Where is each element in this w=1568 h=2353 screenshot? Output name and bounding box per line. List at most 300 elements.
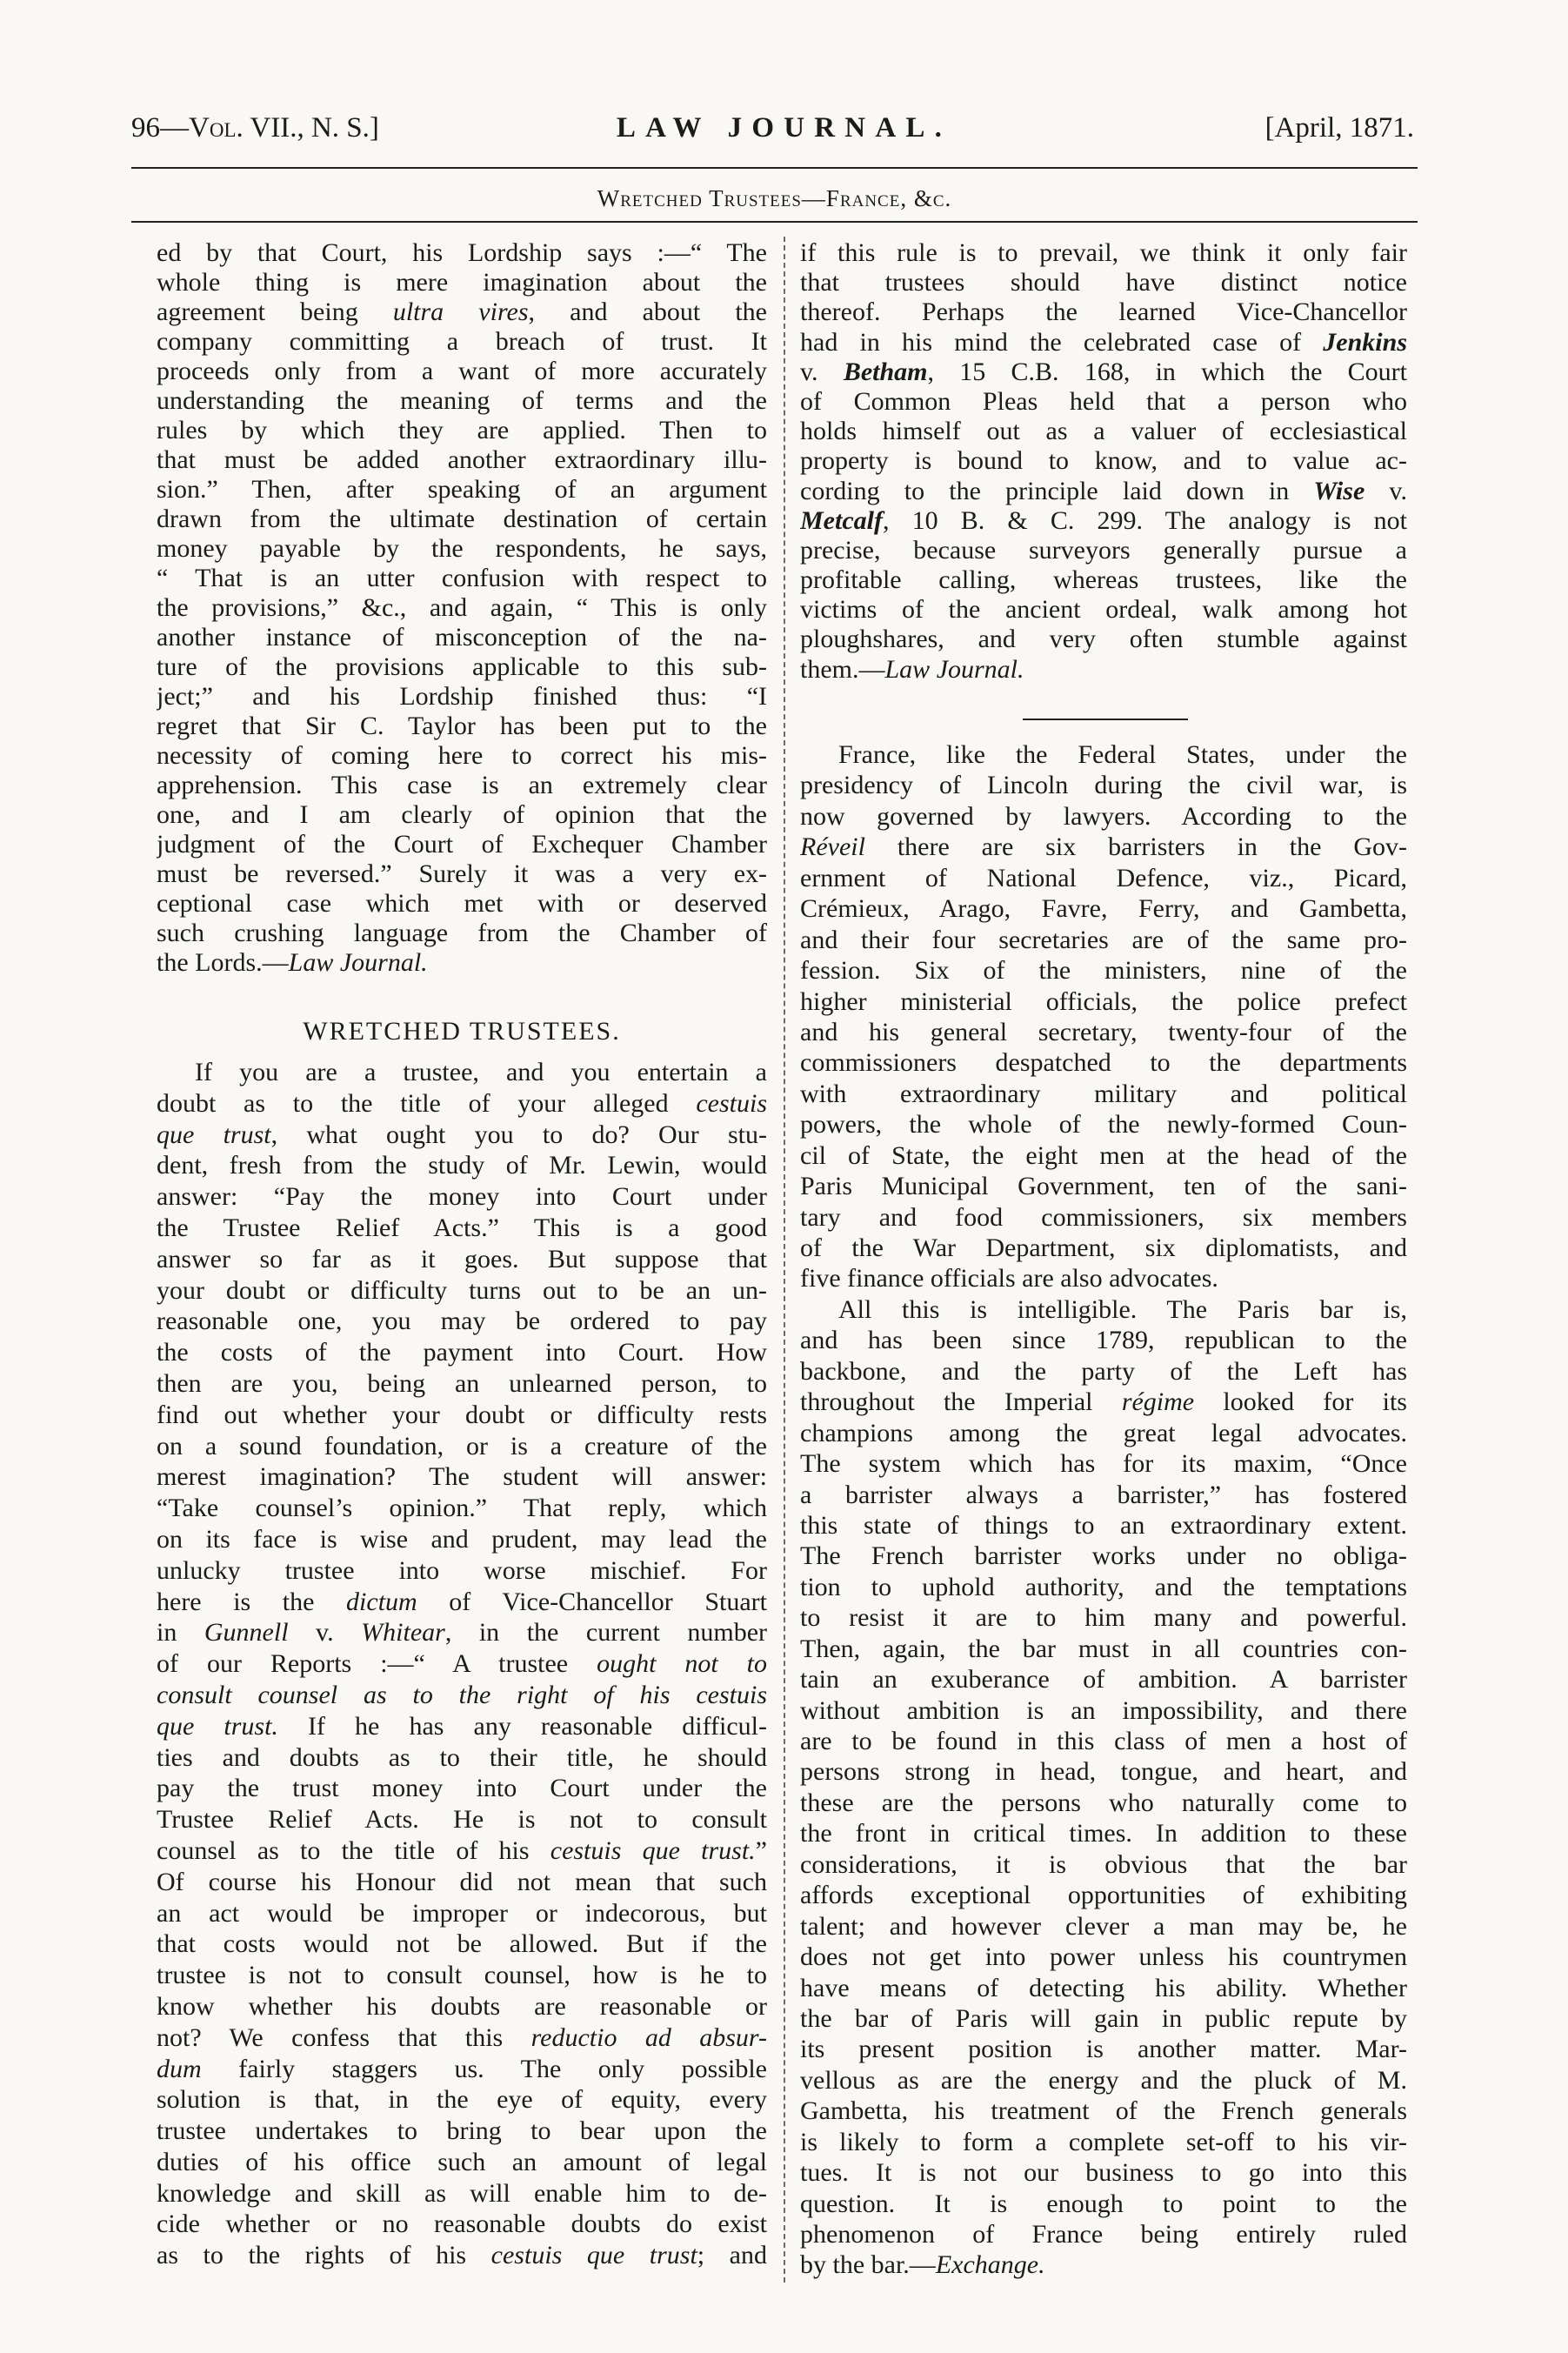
text-run: thereof. Perhaps the learned Vice-Chancellor xyxy=(800,297,1407,327)
text-run: “ That is an utter confusion with respect to xyxy=(157,564,767,592)
text-run: judgment of the Court of Exchequer Chamber xyxy=(157,830,767,859)
text-run: knowledge and skill as will enable him to de- xyxy=(157,2178,767,2208)
journal-title: LAW JOURNAL. xyxy=(616,112,952,144)
wretched-trustees-article xyxy=(157,1057,767,2271)
france-article xyxy=(800,739,1407,2281)
text-line xyxy=(800,1418,1407,1448)
text-run: champions among the great legal advocates. xyxy=(800,1418,1407,1447)
text-line xyxy=(157,505,767,534)
text-line xyxy=(800,358,1407,387)
text-line xyxy=(800,565,1407,595)
text-run: there are six barristers in the Gov- xyxy=(864,832,1407,862)
text-line xyxy=(157,1368,767,1400)
text-run: the bar of Paris will gain in public repute by xyxy=(800,2003,1407,2033)
text-run: with extraordinary military and political xyxy=(800,1079,1407,1108)
text-line xyxy=(157,564,767,593)
text-run: on its face is wise and prudent, may lead the xyxy=(157,1524,767,1554)
article-heading: WRETCHED TRUSTEES. xyxy=(303,1017,621,1046)
italic-text: dictum xyxy=(346,1587,417,1616)
text-run: counsel as to the title of his xyxy=(157,1835,550,1865)
text-line xyxy=(157,238,767,268)
italic-text: Betham xyxy=(843,357,928,386)
text-line xyxy=(157,1835,767,1867)
italic-text: Exchange. xyxy=(935,2250,1045,2280)
italic-text: Metcalf xyxy=(800,505,883,535)
text-line xyxy=(157,771,767,800)
text-line xyxy=(800,1880,1407,1910)
text-run: , what ought you to do? Our stu- xyxy=(270,1120,767,1149)
text-run: another instance of misconception of the na- xyxy=(157,623,767,652)
text-line xyxy=(157,2178,767,2209)
text-line xyxy=(157,1181,767,1213)
text-run: powers, the whole of the newly-formed Coun- xyxy=(800,1110,1407,1140)
text-line xyxy=(800,2034,1407,2064)
text-run: v. xyxy=(800,357,844,386)
text-line xyxy=(157,2147,767,2178)
text-line xyxy=(800,625,1407,654)
text-line xyxy=(800,1634,1407,1664)
text-line xyxy=(157,416,767,445)
text-line xyxy=(157,1867,767,1898)
text-run: the costs of the payment into Court. How xyxy=(157,1338,767,1367)
text-run: , 10 B. & C. 299. The analogy is not xyxy=(882,505,1407,535)
text-run: such crushing language from the Chamber of xyxy=(157,919,767,947)
text-run: ernment of National Defence, viz., Picard, xyxy=(800,863,1407,892)
text-line xyxy=(800,297,1407,327)
text-run: ceptional case which met with or deserved xyxy=(157,889,767,918)
text-run: find out whether your doubt or difficulty rests xyxy=(157,1400,767,1429)
text-run: Gambetta, his treatment of the French generals xyxy=(800,2096,1407,2126)
text-run: , and about the xyxy=(528,297,767,326)
text-run: is likely to form a complete set-off to his vir- xyxy=(800,2127,1407,2156)
text-line xyxy=(157,1524,767,1555)
text-line xyxy=(800,1263,1407,1293)
text-run: tain an exuberance of ambition. A barrister xyxy=(800,1665,1407,1695)
text-run: victims of the ancient ordeal, walk among hot xyxy=(800,595,1407,625)
text-run: higher ministerial officials, the police prefect xyxy=(800,986,1407,1016)
text-run: are to be found in this class of men a host of xyxy=(800,1727,1407,1755)
text-line xyxy=(800,2127,1407,2157)
text-line xyxy=(157,268,767,297)
text-line xyxy=(800,986,1407,1017)
text-line xyxy=(157,445,767,475)
article-paragraph xyxy=(800,1294,1407,2281)
text-run: answer so far as it goes. But suppose that xyxy=(157,1244,767,1273)
text-run: , in the current number xyxy=(444,1618,767,1648)
text-line xyxy=(157,593,767,623)
text-line xyxy=(800,238,1407,268)
text-run: if this rule is to prevail, we think it only fair xyxy=(800,238,1407,267)
text-line xyxy=(800,2219,1407,2249)
text-run: ; and xyxy=(697,2241,767,2270)
text-run: ploughshares, and very often stumble against xyxy=(800,625,1407,654)
text-line xyxy=(800,417,1407,446)
text-run: doubt as to the title of your alleged xyxy=(157,1088,697,1118)
text-run: persons strong in head, tongue, and heart, and xyxy=(800,1757,1407,1787)
italic-text: que trust. xyxy=(157,1711,278,1741)
column-divider xyxy=(784,237,785,2283)
text-run: and has been since 1789, republican to the xyxy=(800,1326,1407,1355)
text-run: this state of things to an extraordinary extent. xyxy=(800,1510,1407,1540)
text-line xyxy=(157,327,767,357)
italic-text: Jenkins xyxy=(1323,327,1407,357)
text-run: know whether his doubts are reasonable or xyxy=(157,1991,767,2021)
text-run: cil of State, the eight men at the head of the xyxy=(800,1140,1407,1170)
text-run: as to the rights of his xyxy=(157,2241,491,2270)
text-line xyxy=(157,1555,767,1587)
italic-text: Réveil xyxy=(800,832,865,862)
text-line xyxy=(800,925,1407,955)
text-run: fairly staggers us. The only possible xyxy=(201,2054,767,2083)
text-run: question. It is enough to point to the xyxy=(800,2189,1407,2218)
text-line xyxy=(157,357,767,386)
italic-text: cestuis que trust xyxy=(490,2241,697,2270)
text-run: ed by that Court, his Lordship says :—“ The xyxy=(157,238,767,267)
italic-text: Law Journal. xyxy=(288,948,428,977)
text-run: affords exceptional opportunities of exhibiting xyxy=(800,1881,1407,1910)
text-line xyxy=(800,1602,1407,1633)
text-line xyxy=(157,1587,767,1618)
text-run: fession. Six of the ministers, nine of the xyxy=(800,956,1407,986)
text-line xyxy=(800,477,1407,506)
text-line xyxy=(157,534,767,564)
text-line xyxy=(800,1849,1407,1880)
text-line xyxy=(157,1991,767,2022)
text-run: drawn from the ultimate destination of certain xyxy=(157,505,767,533)
text-line xyxy=(157,1150,767,1181)
text-run: these are the persons who naturally come to xyxy=(800,1788,1407,1817)
text-run: them.— xyxy=(800,654,885,684)
text-line xyxy=(157,1057,767,1088)
italic-text: que trust xyxy=(157,1120,271,1149)
text-run: the provisions,” &c., and again, “ This is only xyxy=(157,593,767,622)
text-line xyxy=(157,1461,767,1493)
text-run: The system which has for its maxim, “Once xyxy=(800,1449,1407,1479)
text-run: talent; and however clever a man may be, he xyxy=(800,1911,1407,1941)
text-line xyxy=(800,1448,1407,1479)
text-line xyxy=(800,2065,1407,2096)
text-run: five finance officials are also advocates. xyxy=(800,1264,1218,1293)
italic-text: Gunnell xyxy=(204,1618,289,1648)
text-run: throughout the Imperial xyxy=(800,1387,1122,1417)
text-line xyxy=(157,1960,767,1991)
text-run: and their four secretaries are of the same pro- xyxy=(800,925,1407,954)
text-line xyxy=(157,919,767,948)
text-line xyxy=(157,1804,767,1835)
volume-number: 96—Vol. VII., N. S.] xyxy=(131,112,379,144)
text-line xyxy=(800,739,1407,770)
text-run: in xyxy=(157,1618,204,1648)
text-run: the front in critical times. In addition to these xyxy=(800,1819,1407,1848)
text-run: Trustee Relief Acts. He is not to consult xyxy=(157,1805,767,1835)
text-run: of the War Department, six diplomatists, and xyxy=(800,1233,1407,1262)
italic-text: dum xyxy=(157,2054,202,2083)
text-line xyxy=(800,770,1407,800)
text-run: If you are a trustee, and you entertain a xyxy=(195,1058,767,1086)
text-run: company committing a breach of trust. It xyxy=(157,327,767,356)
text-run: without ambition is an impossibility, and there xyxy=(800,1695,1407,1725)
text-run: to resist it are to him many and powerful. xyxy=(800,1603,1407,1633)
text-line xyxy=(800,2096,1407,2126)
text-line xyxy=(800,2249,1407,2280)
text-line xyxy=(800,1973,1407,2003)
text-line xyxy=(800,1818,1407,1848)
text-run: necessity of coming here to correct his mis- xyxy=(157,741,767,770)
text-line xyxy=(157,1648,767,1680)
text-run: France, like the Federal States, under the xyxy=(838,740,1407,769)
text-line xyxy=(157,741,767,771)
article-paragraph xyxy=(800,739,1407,1294)
text-line xyxy=(800,268,1407,297)
text-line xyxy=(157,1337,767,1368)
text-run: trustee is not to consult counsel, how is he to xyxy=(157,1961,767,1990)
text-line xyxy=(800,2157,1407,2188)
text-run: agreement being xyxy=(157,297,393,326)
italic-text: régime xyxy=(1121,1387,1195,1417)
text-run: Then, again, the bar must in all countries con- xyxy=(800,1634,1407,1663)
text-line xyxy=(157,1306,767,1337)
text-line xyxy=(157,2054,767,2085)
running-title: Wretched Trustees—France, &c. xyxy=(597,185,952,211)
text-line xyxy=(157,2022,767,2054)
text-run: unlucky trustee into worse mischief. For xyxy=(157,1555,767,1585)
italic-text: ultra vires xyxy=(392,297,529,326)
text-run: must be reversed.” Surely it was a very ex- xyxy=(157,859,767,888)
text-line xyxy=(157,2084,767,2116)
text-run: that must be added another extraordinary illu- xyxy=(157,445,767,474)
text-run: pay the trust money into Court under the xyxy=(157,1774,767,1803)
text-line xyxy=(800,1664,1407,1695)
text-line xyxy=(800,1017,1407,1047)
text-run: ject;” and his Lordship finished thus: “I xyxy=(157,682,767,711)
italic-text: reductio ad absur- xyxy=(530,2022,767,2052)
text-line xyxy=(800,1510,1407,1541)
text-run: then are you, being an unlearned person, to xyxy=(157,1368,767,1398)
text-run: does not get into power unless his countrymen xyxy=(800,1942,1407,1972)
text-line xyxy=(157,475,767,505)
text-line xyxy=(157,800,767,830)
issue-date: [April, 1871. xyxy=(1264,112,1414,144)
text-run: regret that Sir C. Taylor has been put to the xyxy=(157,712,767,740)
text-run: profitable calling, whereas trustees, like the xyxy=(800,565,1407,595)
text-run: dent, fresh from the study of Mr. Lewin, would xyxy=(157,1151,767,1180)
text-run: holds himself out as a valuer of ecclesiastical xyxy=(800,417,1407,446)
text-line xyxy=(800,1233,1407,1263)
running-title-rule xyxy=(131,221,1418,223)
text-run: your doubt or difficulty turns out to be an un- xyxy=(157,1275,767,1305)
text-run: Paris Municipal Government, ten of the sani- xyxy=(800,1172,1407,1201)
text-line xyxy=(800,1911,1407,1942)
text-line xyxy=(800,1171,1407,1201)
text-run: tion to uphold authority, and the temptations xyxy=(800,1572,1407,1601)
text-run: commissioners despatched to the departments xyxy=(800,1048,1407,1078)
text-run: presidency of Lincoln during the civil war, is xyxy=(800,771,1407,800)
text-run: The French barrister works under no obliga- xyxy=(800,1541,1407,1571)
text-line xyxy=(800,801,1407,832)
text-line xyxy=(800,446,1407,476)
italic-text: Whitear xyxy=(361,1618,445,1648)
text-run: on a sound foundation, or is a creature of the xyxy=(157,1431,767,1461)
text-run: Crémieux, Arago, Favre, Ferry, and Gambetta, xyxy=(800,894,1407,924)
text-run: had in his mind the celebrated case of xyxy=(800,327,1324,357)
text-line xyxy=(157,1120,767,1151)
text-line xyxy=(800,832,1407,862)
text-run: that trustees should have distinct notice xyxy=(800,268,1407,297)
text-run: , 15 C.B. 168, in which the Court xyxy=(927,357,1407,386)
text-run: and his general secretary, twenty-four of the xyxy=(800,1017,1407,1046)
text-run: considerations, it is obvious that the bar xyxy=(800,1849,1407,1879)
text-run: backbone, and the party of the Left has xyxy=(800,1356,1407,1386)
text-run: have means of detecting his ability. Whether xyxy=(800,1973,1407,2002)
text-run: now governed by lawyers. According to the xyxy=(800,801,1407,831)
text-line xyxy=(157,297,767,327)
text-run: reasonable one, you may be ordered to pay xyxy=(157,1307,767,1336)
text-run: understanding the meaning of terms and the xyxy=(157,386,767,415)
text-line xyxy=(800,1109,1407,1140)
text-run: duties of his office such an amount of legal xyxy=(157,2147,767,2176)
text-run: money payable by the respondents, he says, xyxy=(157,534,767,563)
text-run: of our Reports :—“ A trustee xyxy=(157,1649,597,1679)
text-run: answer: “Pay the money into Court under xyxy=(157,1182,767,1212)
text-run: its present position is another matter. Mar- xyxy=(800,2035,1407,2064)
text-line xyxy=(800,1572,1407,1602)
text-line xyxy=(157,1898,767,1929)
text-run: whole thing is mere imagination about the xyxy=(157,268,767,297)
text-line xyxy=(157,1493,767,1524)
text-line xyxy=(157,1742,767,1774)
text-line xyxy=(800,1140,1407,1171)
text-run: ture of the provisions applicable to this sub- xyxy=(157,652,767,681)
text-line xyxy=(800,328,1407,358)
text-run: by the bar.— xyxy=(800,2250,936,2280)
text-line xyxy=(800,1387,1407,1417)
text-line xyxy=(157,889,767,919)
text-run: tues. It is not our business to go into this xyxy=(800,2158,1407,2188)
text-line xyxy=(157,1617,767,1648)
text-line xyxy=(157,623,767,652)
italic-text: consult counsel as to the right of his cestuis xyxy=(157,1680,767,1709)
text-line xyxy=(800,1788,1407,1818)
italic-text: Wise xyxy=(1313,476,1365,505)
text-line xyxy=(157,2209,767,2240)
text-line xyxy=(800,387,1407,417)
text-line xyxy=(800,1541,1407,1571)
text-line xyxy=(800,1756,1407,1787)
text-run: apprehension. This case is an extremely clear xyxy=(157,771,767,799)
text-run: rules by which they are applied. Then to xyxy=(157,416,767,445)
text-run: not? We confess that this xyxy=(157,2022,531,2052)
text-line xyxy=(157,1680,767,1711)
text-run: one, and I am clearly of opinion that the xyxy=(157,800,767,829)
text-line xyxy=(157,830,767,859)
text-line xyxy=(157,1929,767,1960)
text-line xyxy=(800,1079,1407,1109)
text-run: the Lords.— xyxy=(157,948,289,977)
text-run: All this is intelligible. The Paris bar is, xyxy=(838,1294,1407,1324)
text-run: “Take counsel’s opinion.” That reply, which xyxy=(157,1494,767,1523)
left-column-continued-text xyxy=(157,238,767,978)
text-run: the Trustee Relief Acts.” This is a good xyxy=(157,1213,767,1242)
text-line xyxy=(800,1695,1407,1726)
text-line xyxy=(157,2240,767,2271)
text-run: cide whether or no reasonable doubts do exist xyxy=(157,2209,767,2239)
text-line xyxy=(157,682,767,712)
text-line xyxy=(157,652,767,682)
text-run: an act would be improper or indecorous, but xyxy=(157,1898,767,1928)
text-run: of Vice-Chancellor Stuart xyxy=(417,1587,767,1616)
text-run: phenomenon of France being entirely ruled xyxy=(800,2220,1407,2249)
text-line xyxy=(157,2116,767,2147)
text-line xyxy=(800,2189,1407,2219)
text-line xyxy=(157,1275,767,1307)
italic-text: Law Journal. xyxy=(884,654,1024,684)
text-line xyxy=(157,1400,767,1431)
text-line xyxy=(800,536,1407,565)
text-line xyxy=(157,1431,767,1462)
text-line xyxy=(157,1244,767,1275)
text-run: that costs would not be allowed. But if the xyxy=(157,1929,767,1959)
text-line xyxy=(800,1202,1407,1233)
text-line xyxy=(800,955,1407,986)
text-run: cording to the principle laid down in xyxy=(800,476,1314,505)
text-run: tary and food commissioners, six members xyxy=(800,1202,1407,1232)
text-line xyxy=(800,1325,1407,1355)
text-run: If he has any reasonable difficul- xyxy=(277,1711,767,1741)
text-line xyxy=(800,1047,1407,1078)
text-run: here is the xyxy=(157,1587,347,1616)
text-line xyxy=(157,1213,767,1244)
text-line xyxy=(800,1942,1407,1972)
text-run: property is bound to know, and to value ac- xyxy=(800,446,1407,476)
text-line xyxy=(800,2003,1407,2034)
text-run: v. xyxy=(1364,476,1407,505)
text-line xyxy=(157,1711,767,1742)
text-line xyxy=(800,893,1407,924)
article-separator-rule xyxy=(1023,719,1188,720)
text-line xyxy=(800,1294,1407,1325)
text-run: proceeds only from a want of more accurately xyxy=(157,357,767,385)
text-run: merest imagination? The student will answer: xyxy=(157,1462,767,1492)
text-line xyxy=(800,1726,1407,1756)
text-line xyxy=(157,1773,767,1804)
text-line xyxy=(800,506,1407,536)
text-run: trustee undertakes to bring to bear upon the xyxy=(157,2116,767,2146)
header-rule xyxy=(131,167,1418,169)
italic-text: cestuis xyxy=(696,1088,767,1118)
text-run: solution is that, in the eye of equity, every xyxy=(157,2085,767,2115)
text-run: a barrister always a barrister,” has fostered xyxy=(800,1480,1407,1509)
text-line xyxy=(800,595,1407,625)
text-run: looked for its xyxy=(1194,1387,1407,1417)
text-run: of Common Pleas held that a person who xyxy=(800,386,1407,416)
text-line xyxy=(157,712,767,741)
text-run: precise, because surveyors generally pursue a xyxy=(800,535,1407,565)
text-line xyxy=(800,863,1407,893)
text-line xyxy=(157,859,767,889)
text-run: Of course his Honour did not mean that such xyxy=(157,1867,767,1896)
italic-text: ought not to xyxy=(597,1649,767,1679)
text-line xyxy=(157,948,767,978)
text-run: vellous as are the energy and the pluck of M. xyxy=(800,2065,1407,2095)
text-line xyxy=(800,1480,1407,1510)
right-column-continued-text xyxy=(800,238,1407,685)
text-line xyxy=(157,1088,767,1120)
text-run: ” xyxy=(755,1835,767,1865)
text-line xyxy=(157,386,767,416)
text-run: v. xyxy=(288,1618,362,1648)
text-run: sion.” Then, after speaking of an argument xyxy=(157,475,767,504)
text-line xyxy=(800,655,1407,685)
